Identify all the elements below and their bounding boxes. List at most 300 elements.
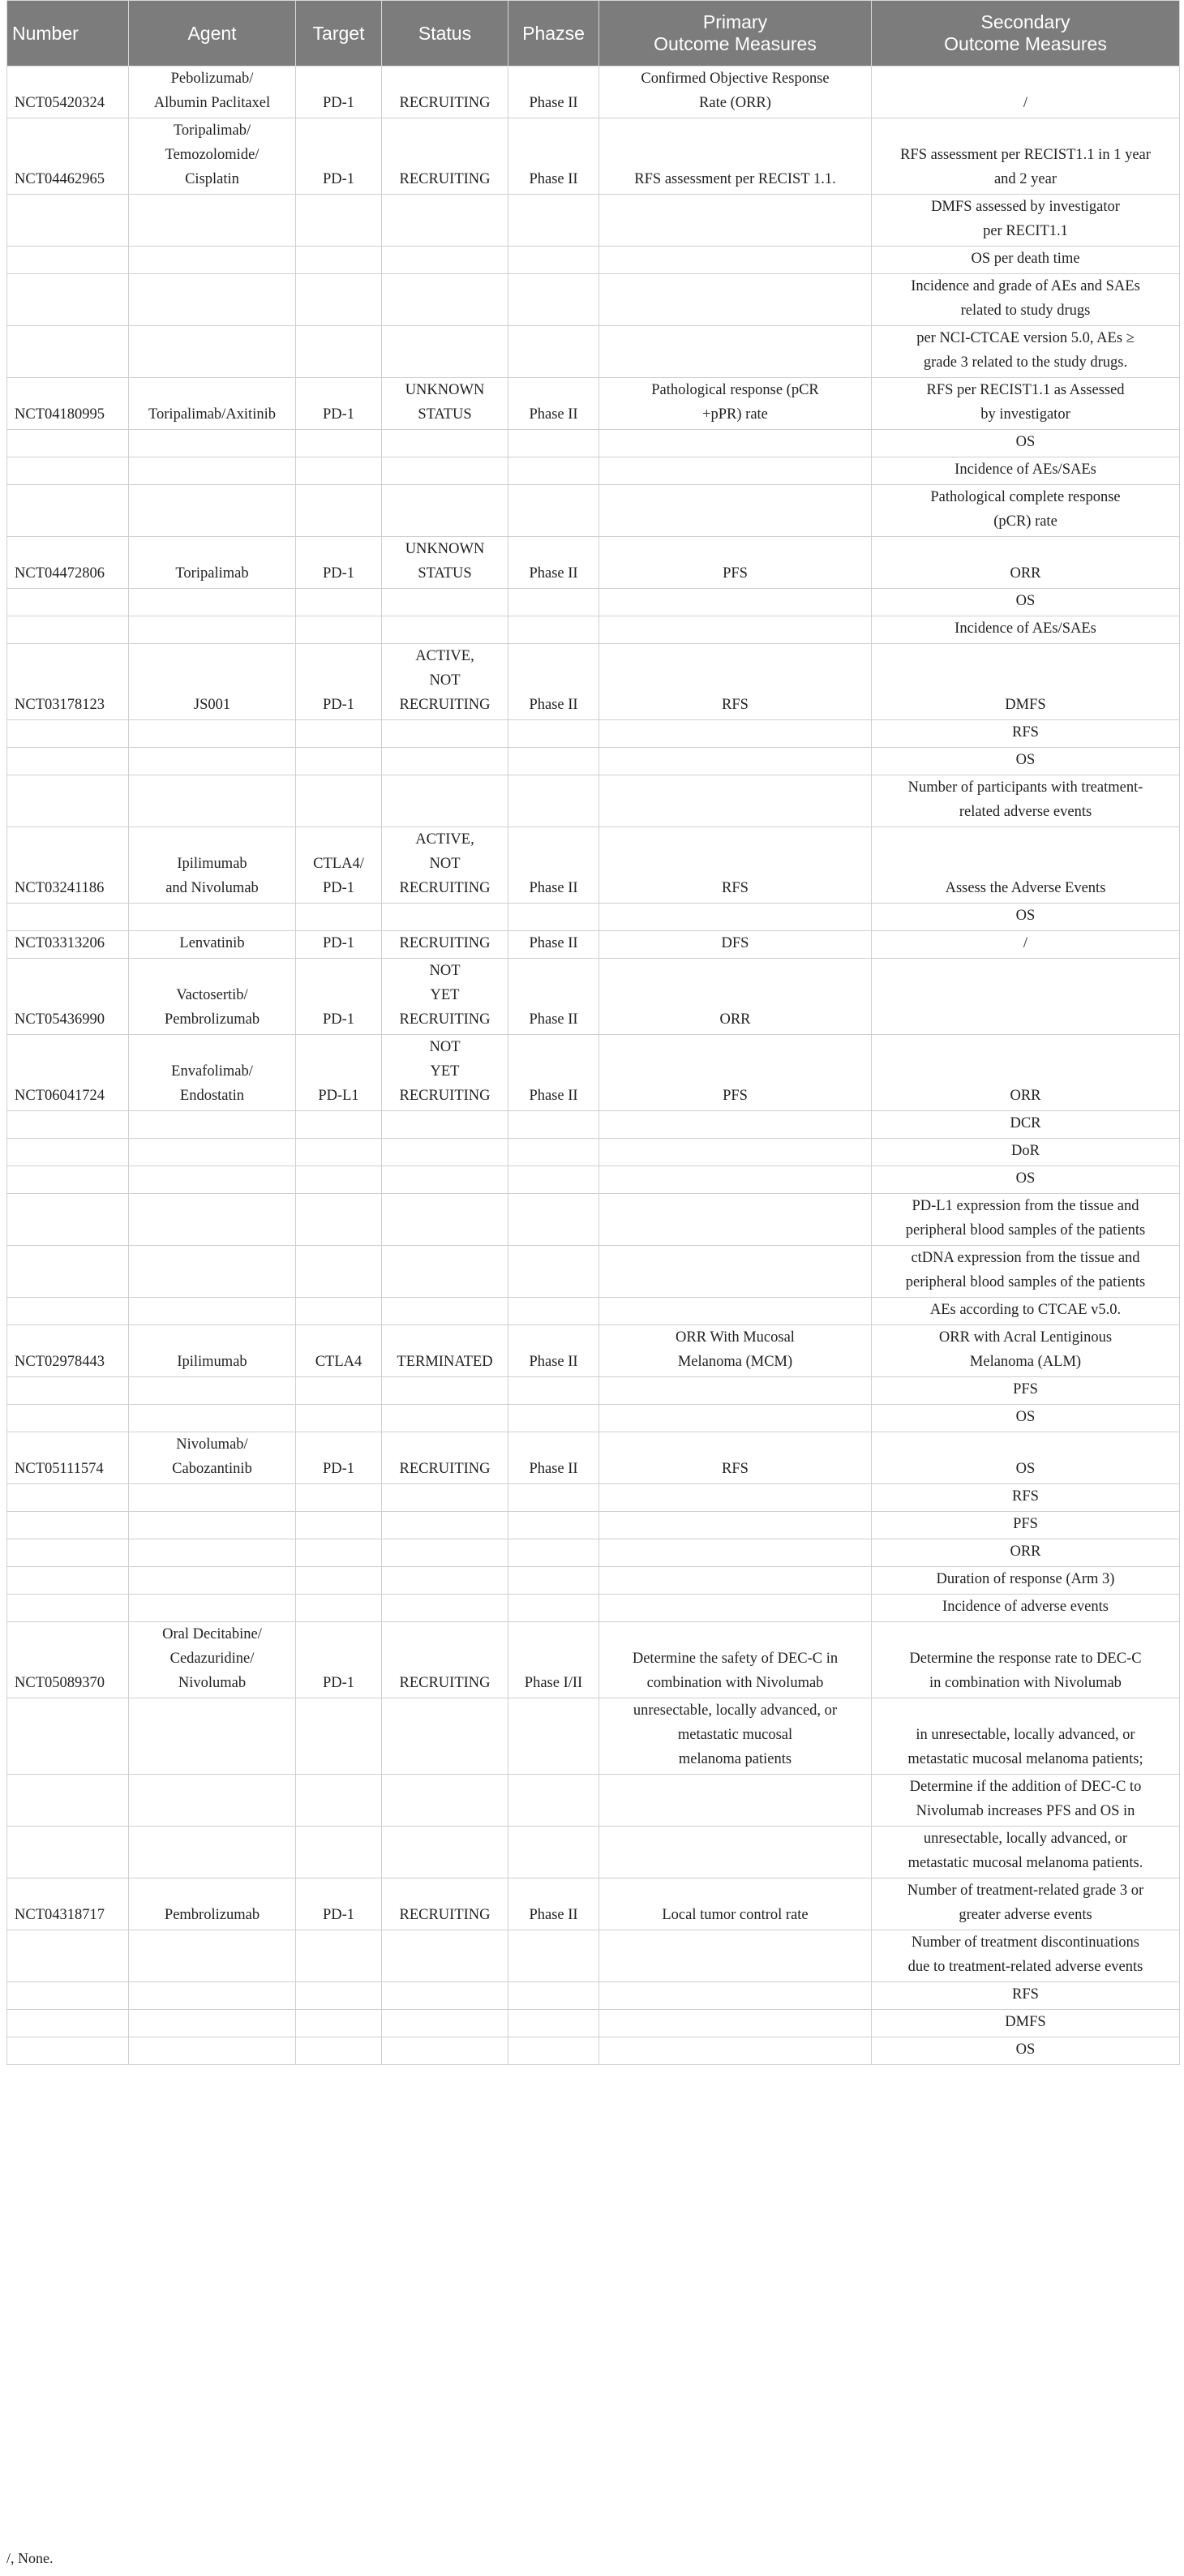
cell-target: CTLA4	[296, 1325, 382, 1377]
cell-agent	[129, 195, 296, 247]
cell-number: NCT05089370	[7, 1622, 129, 1698]
cell-target: PD-1	[296, 1432, 382, 1484]
cell-secondary-outcome: Incidence of AEs/SAEs	[872, 616, 1180, 644]
cell-status	[382, 904, 508, 931]
cell-secondary-outcome: Incidence of AEs/SAEs	[872, 457, 1180, 485]
cell-agent	[129, 247, 296, 274]
cell-phase	[508, 430, 599, 457]
cell-phase	[508, 616, 599, 644]
cell-primary-outcome	[599, 1595, 872, 1622]
cell-status	[382, 326, 508, 378]
cell-secondary-outcome: ORR	[872, 1035, 1180, 1111]
table-row	[7, 67, 1180, 118]
cell-target	[296, 1194, 382, 1246]
cell-status	[382, 1567, 508, 1595]
cell-phase	[508, 2010, 599, 2037]
cell-phase	[508, 1377, 599, 1405]
cell-number: NCT05420324	[7, 67, 129, 118]
cell-primary-outcome	[599, 1484, 872, 1512]
cell-number	[7, 195, 129, 247]
table-row	[7, 1298, 1180, 1325]
cell-number	[7, 616, 129, 644]
cell-primary-outcome: RFS	[599, 827, 872, 904]
cell-primary-outcome: Local tumor control rate	[599, 1878, 872, 1930]
cell-target	[296, 2010, 382, 2037]
cell-agent	[129, 274, 296, 326]
table-row	[7, 748, 1180, 775]
cell-target	[296, 1405, 382, 1432]
cell-number	[7, 748, 129, 775]
cell-number	[7, 1827, 129, 1878]
cell-target	[296, 1246, 382, 1298]
cell-agent	[129, 1827, 296, 1878]
cell-number: NCT03313206	[7, 931, 129, 959]
table-row	[7, 775, 1180, 827]
cell-status: TERMINATED	[382, 1325, 508, 1377]
cell-primary-outcome: Confirmed Objective Response Rate (ORR)	[599, 67, 872, 118]
cell-primary-outcome	[599, 1298, 872, 1325]
cell-primary-outcome	[599, 1512, 872, 1539]
cell-secondary-outcome: in unresectable, locally advanced, or metastatic mucosal melanoma patients;	[872, 1698, 1180, 1775]
cell-agent	[129, 1377, 296, 1405]
cell-number	[7, 1194, 129, 1246]
table-footnote: /, None.	[6, 2550, 54, 2566]
cell-secondary-outcome: OS	[872, 1166, 1180, 1194]
cell-primary-outcome	[599, 326, 872, 378]
cell-target: PD-1	[296, 1878, 382, 1930]
table-row	[7, 326, 1180, 378]
header-status: Status	[382, 1, 508, 67]
cell-number: NCT03241186	[7, 827, 129, 904]
cell-secondary-outcome: Incidence of adverse events	[872, 1595, 1180, 1622]
cell-number	[7, 274, 129, 326]
table-row	[7, 1139, 1180, 1166]
cell-target	[296, 616, 382, 644]
table-row	[7, 904, 1180, 931]
cell-number	[7, 1595, 129, 1622]
cell-target: PD-1	[296, 644, 382, 720]
cell-primary-outcome	[599, 2010, 872, 2037]
cell-secondary-outcome: ORR	[872, 537, 1180, 589]
table-row	[7, 1512, 1180, 1539]
cell-primary-outcome	[599, 1930, 872, 1982]
cell-primary-outcome	[599, 775, 872, 827]
cell-primary-outcome	[599, 589, 872, 616]
cell-secondary-outcome: PFS	[872, 1512, 1180, 1539]
table-row	[7, 589, 1180, 616]
cell-target	[296, 1567, 382, 1595]
cell-agent: Pembrolizumab	[129, 1878, 296, 1930]
cell-number	[7, 430, 129, 457]
cell-status: UNKNOWN STATUS	[382, 537, 508, 589]
cell-status: NOT YET RECRUITING	[382, 1035, 508, 1111]
cell-target	[296, 1111, 382, 1139]
cell-agent	[129, 1166, 296, 1194]
table-row	[7, 274, 1180, 326]
cell-status	[382, 1405, 508, 1432]
cell-phase	[508, 1405, 599, 1432]
cell-agent	[129, 775, 296, 827]
cell-phase	[508, 1166, 599, 1194]
cell-number: NCT05111574	[7, 1432, 129, 1484]
cell-secondary-outcome: /	[872, 67, 1180, 118]
cell-primary-outcome	[599, 1166, 872, 1194]
table-row	[7, 931, 1180, 959]
cell-status	[382, 1982, 508, 2010]
cell-agent: Toripalimab/ Temozolomide/ Cisplatin	[129, 118, 296, 195]
cell-phase	[508, 247, 599, 274]
table-row	[7, 1432, 1180, 1484]
cell-primary-outcome: ORR With Mucosal Melanoma (MCM)	[599, 1325, 872, 1377]
cell-number	[7, 1405, 129, 1432]
cell-target	[296, 1539, 382, 1567]
cell-phase: Phase II	[508, 959, 599, 1035]
cell-primary-outcome	[599, 2037, 872, 2065]
cell-status	[382, 616, 508, 644]
cell-status	[382, 1539, 508, 1567]
cell-status: RECRUITING	[382, 67, 508, 118]
cell-phase	[508, 1827, 599, 1878]
cell-target	[296, 1595, 382, 1622]
cell-agent	[129, 457, 296, 485]
cell-phase	[508, 1246, 599, 1298]
cell-phase	[508, 1595, 599, 1622]
table-row	[7, 1194, 1180, 1246]
cell-secondary-outcome: PD-L1 expression from the tissue and peripheral blood samples of the patients	[872, 1194, 1180, 1246]
cell-secondary-outcome: ctDNA expression from the tissue and peripheral blood samples of the patients	[872, 1246, 1180, 1298]
cell-target	[296, 589, 382, 616]
cell-status	[382, 195, 508, 247]
cell-target	[296, 195, 382, 247]
cell-target: PD-1	[296, 378, 382, 430]
cell-secondary-outcome: RFS	[872, 720, 1180, 748]
cell-target: PD-1	[296, 118, 382, 195]
cell-target	[296, 1484, 382, 1512]
table-row	[7, 827, 1180, 904]
cell-status: RECRUITING	[382, 1432, 508, 1484]
cell-secondary-outcome: DCR	[872, 1111, 1180, 1139]
cell-number	[7, 1246, 129, 1298]
cell-primary-outcome: DFS	[599, 931, 872, 959]
cell-status	[382, 1595, 508, 1622]
cell-primary-outcome	[599, 485, 872, 537]
cell-primary-outcome: Pathological response (pCR +pPR) rate	[599, 378, 872, 430]
cell-status	[382, 430, 508, 457]
cell-primary-outcome: RFS	[599, 644, 872, 720]
cell-agent	[129, 430, 296, 457]
cell-number	[7, 1930, 129, 1982]
cell-secondary-outcome: RFS	[872, 1982, 1180, 2010]
cell-primary-outcome	[599, 904, 872, 931]
cell-phase: Phase II	[508, 644, 599, 720]
cell-agent	[129, 1484, 296, 1512]
cell-agent	[129, 1775, 296, 1827]
cell-number	[7, 1512, 129, 1539]
cell-agent: Ipilimumab and Nivolumab	[129, 827, 296, 904]
cell-status: RECRUITING	[382, 931, 508, 959]
cell-number	[7, 1111, 129, 1139]
cell-phase: Phase II	[508, 118, 599, 195]
cell-phase: Phase II	[508, 931, 599, 959]
cell-agent: Oral Decitabine/ Cedazuridine/ Nivolumab	[129, 1622, 296, 1698]
cell-phase: Phase II	[508, 827, 599, 904]
table-header	[7, 1, 1180, 67]
cell-phase: Phase II	[508, 67, 599, 118]
cell-phase	[508, 720, 599, 748]
cell-phase	[508, 1298, 599, 1325]
cell-primary-outcome	[599, 457, 872, 485]
cell-number	[7, 326, 129, 378]
cell-agent: Pebolizumab/ Albumin Paclitaxel	[129, 67, 296, 118]
cell-status	[382, 1111, 508, 1139]
cell-secondary-outcome: Pathological complete response (pCR) rate	[872, 485, 1180, 537]
cell-agent	[129, 1567, 296, 1595]
cell-secondary-outcome: per NCI-CTCAE version 5.0, AEs ≥ grade 3 related to the study drugs.	[872, 326, 1180, 378]
cell-status	[382, 1194, 508, 1246]
cell-primary-outcome	[599, 616, 872, 644]
cell-number	[7, 1166, 129, 1194]
cell-secondary-outcome: Number of treatment discontinuations due to treatment-related adverse events	[872, 1930, 1180, 1982]
cell-status	[382, 720, 508, 748]
table-row	[7, 2037, 1180, 2065]
cell-secondary-outcome: Number of treatment-related grade 3 or greater adverse events	[872, 1878, 1180, 1930]
cell-status	[382, 1298, 508, 1325]
cell-target	[296, 457, 382, 485]
cell-phase	[508, 1567, 599, 1595]
cell-number	[7, 904, 129, 931]
cell-target: PD-1	[296, 1622, 382, 1698]
cell-agent	[129, 589, 296, 616]
cell-status	[382, 1698, 508, 1775]
cell-phase	[508, 1512, 599, 1539]
cell-primary-outcome	[599, 195, 872, 247]
table-body	[7, 67, 1180, 2065]
cell-secondary-outcome: OS	[872, 1405, 1180, 1432]
cell-agent	[129, 1930, 296, 1982]
table-row	[7, 1775, 1180, 1827]
header-target: Target	[296, 1, 382, 67]
cell-number	[7, 1484, 129, 1512]
cell-primary-outcome: PFS	[599, 1035, 872, 1111]
cell-secondary-outcome: RFS	[872, 1484, 1180, 1512]
cell-target: CTLA4/ PD-1	[296, 827, 382, 904]
table-row	[7, 1622, 1180, 1698]
table-row	[7, 644, 1180, 720]
cell-number	[7, 1377, 129, 1405]
cell-secondary-outcome: DoR	[872, 1139, 1180, 1166]
cell-agent	[129, 1512, 296, 1539]
cell-phase: Phase II	[508, 1432, 599, 1484]
table-row	[7, 485, 1180, 537]
cell-status: ACTIVE, NOT RECRUITING	[382, 644, 508, 720]
cell-status	[382, 1775, 508, 1827]
cell-target: PD-1	[296, 537, 382, 589]
cell-number: NCT04318717	[7, 1878, 129, 1930]
table-row	[7, 1698, 1180, 1775]
cell-target	[296, 1377, 382, 1405]
cell-agent: Envafolimab/ Endostatin	[129, 1035, 296, 1111]
cell-agent	[129, 1246, 296, 1298]
cell-target	[296, 485, 382, 537]
cell-status: NOT YET RECRUITING	[382, 959, 508, 1035]
cell-primary-outcome	[599, 748, 872, 775]
cell-target	[296, 274, 382, 326]
cell-secondary-outcome: Determine the response rate to DEC-C in combination with Nivolumab	[872, 1622, 1180, 1698]
cell-target	[296, 1982, 382, 2010]
cell-agent	[129, 485, 296, 537]
cell-number	[7, 1539, 129, 1567]
cell-secondary-outcome: RFS per RECIST1.1 as Assessed by investigator	[872, 378, 1180, 430]
cell-number: NCT06041724	[7, 1035, 129, 1111]
cell-secondary-outcome: Determine if the addition of DEC-C to Nivolumab increases PFS and OS in	[872, 1775, 1180, 1827]
cell-agent	[129, 1139, 296, 1166]
cell-status	[382, 2010, 508, 2037]
cell-phase: Phase II	[508, 1035, 599, 1111]
cell-status	[382, 1246, 508, 1298]
cell-agent	[129, 1595, 296, 1622]
table-row	[7, 1982, 1180, 2010]
header-row	[7, 1, 1180, 67]
cell-number	[7, 457, 129, 485]
cell-primary-outcome	[599, 430, 872, 457]
cell-status	[382, 485, 508, 537]
cell-status	[382, 1484, 508, 1512]
cell-phase	[508, 904, 599, 931]
cell-target	[296, 904, 382, 931]
cell-target	[296, 1930, 382, 1982]
cell-number: NCT04180995	[7, 378, 129, 430]
cell-primary-outcome	[599, 1111, 872, 1139]
cell-primary-outcome	[599, 1139, 872, 1166]
cell-phase: Phase II	[508, 1878, 599, 1930]
table-row	[7, 1827, 1180, 1878]
cell-status	[382, 1139, 508, 1166]
cell-agent	[129, 326, 296, 378]
cell-number	[7, 1698, 129, 1775]
cell-secondary-outcome: DMFS	[872, 2010, 1180, 2037]
cell-primary-outcome	[599, 1246, 872, 1298]
cell-agent: JS001	[129, 644, 296, 720]
table-row	[7, 457, 1180, 485]
cell-target	[296, 247, 382, 274]
cell-secondary-outcome: Number of participants with treatment- related adverse events	[872, 775, 1180, 827]
cell-phase	[508, 2037, 599, 2065]
cell-target	[296, 1166, 382, 1194]
table-row	[7, 959, 1180, 1035]
cell-agent	[129, 616, 296, 644]
cell-status	[382, 775, 508, 827]
cell-primary-outcome	[599, 1539, 872, 1567]
cell-primary-outcome	[599, 720, 872, 748]
cell-phase: Phase II	[508, 378, 599, 430]
cell-secondary-outcome: OS per death time	[872, 247, 1180, 274]
cell-phase	[508, 1982, 599, 2010]
table-row	[7, 195, 1180, 247]
cell-primary-outcome	[599, 1982, 872, 2010]
cell-secondary-outcome: Incidence and grade of AEs and SAEs related to study drugs	[872, 274, 1180, 326]
cell-agent	[129, 1539, 296, 1567]
cell-target	[296, 775, 382, 827]
table-row	[7, 1930, 1180, 1982]
cell-number: NCT04472806	[7, 537, 129, 589]
cell-target: PD-L1	[296, 1035, 382, 1111]
cell-status	[382, 1512, 508, 1539]
cell-primary-outcome	[599, 1194, 872, 1246]
cell-status	[382, 1166, 508, 1194]
cell-phase	[508, 1539, 599, 1567]
cell-agent: Ipilimumab	[129, 1325, 296, 1377]
table-row	[7, 1567, 1180, 1595]
cell-secondary-outcome: Assess the Adverse Events	[872, 827, 1180, 904]
cell-number: NCT03178123	[7, 644, 129, 720]
cell-secondary-outcome: ORR	[872, 1539, 1180, 1567]
table-row	[7, 1539, 1180, 1567]
cell-number: NCT02978443	[7, 1325, 129, 1377]
cell-secondary-outcome: OS	[872, 1432, 1180, 1484]
cell-phase: Phase I/II	[508, 1622, 599, 1698]
cell-target: PD-1	[296, 67, 382, 118]
cell-target	[296, 1298, 382, 1325]
cell-secondary-outcome: OS	[872, 2037, 1180, 2065]
cell-target	[296, 1775, 382, 1827]
cell-number	[7, 247, 129, 274]
cell-target	[296, 1512, 382, 1539]
header-number: Number	[7, 1, 129, 67]
cell-target	[296, 1139, 382, 1166]
cell-agent: Toripalimab	[129, 537, 296, 589]
cell-status	[382, 589, 508, 616]
cell-phase: Phase II	[508, 537, 599, 589]
cell-primary-outcome	[599, 1775, 872, 1827]
cell-agent	[129, 1982, 296, 2010]
cell-number	[7, 485, 129, 537]
cell-number	[7, 1298, 129, 1325]
cell-phase	[508, 485, 599, 537]
cell-target	[296, 1698, 382, 1775]
cell-phase	[508, 589, 599, 616]
cell-number	[7, 720, 129, 748]
cell-phase	[508, 1111, 599, 1139]
cell-status	[382, 2037, 508, 2065]
table-row	[7, 1595, 1180, 1622]
table-row	[7, 1325, 1180, 1377]
cell-secondary-outcome: OS	[872, 904, 1180, 931]
clinical-trials-table	[6, 0, 1180, 2065]
cell-phase	[508, 1698, 599, 1775]
cell-number	[7, 2010, 129, 2037]
cell-secondary-outcome: OS	[872, 430, 1180, 457]
cell-phase	[508, 775, 599, 827]
cell-agent	[129, 1111, 296, 1139]
cell-status: UNKNOWN STATUS	[382, 378, 508, 430]
cell-status: RECRUITING	[382, 1622, 508, 1698]
cell-agent	[129, 720, 296, 748]
cell-secondary-outcome: OS	[872, 589, 1180, 616]
cell-agent	[129, 2010, 296, 2037]
cell-target	[296, 1827, 382, 1878]
cell-primary-outcome	[599, 1567, 872, 1595]
cell-primary-outcome: RFS assessment per RECIST 1.1.	[599, 118, 872, 195]
cell-target	[296, 2037, 382, 2065]
table-row	[7, 1166, 1180, 1194]
cell-primary-outcome	[599, 1377, 872, 1405]
cell-status	[382, 247, 508, 274]
cell-primary-outcome	[599, 1405, 872, 1432]
cell-target: PD-1	[296, 959, 382, 1035]
table-row	[7, 1377, 1180, 1405]
table-row	[7, 537, 1180, 589]
cell-phase	[508, 195, 599, 247]
